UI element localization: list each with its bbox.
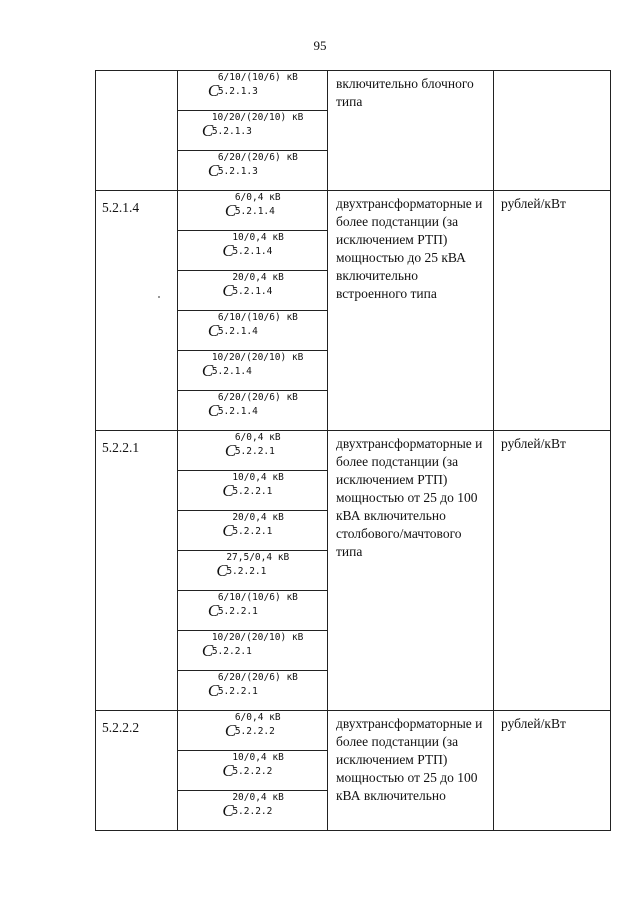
formula-symbol: C — [222, 521, 234, 540]
formula-index: 5.2.1.4 — [217, 326, 258, 337]
table-row — [96, 191, 611, 231]
row-code: 5.2.2.1 — [96, 431, 178, 711]
formula-symbol: C — [207, 681, 220, 700]
formula-voltage: 20/0,4 кВ — [232, 512, 284, 523]
table-row — [96, 711, 611, 751]
formula-voltage: 10/0,4 кВ — [232, 472, 284, 483]
formula-index: 5.2.1.3 — [211, 126, 252, 137]
formula-voltage: 6/20/(20/6) кВ — [217, 672, 298, 683]
row-description: двухтрансформаторные и более подстанции (за исключением РТП) мощностью до 25 кВА включительно встроенного типа — [328, 191, 494, 431]
formula-voltage: 6/10/(10/6) кВ — [217, 312, 298, 323]
table-row — [96, 431, 611, 471]
formula-index: 5.2.1.3 — [217, 166, 258, 177]
formula-cell — [178, 791, 328, 831]
formula-voltage: 10/20/(20/10) кВ — [211, 112, 304, 123]
formula-voltage: 20/0,4 кВ — [232, 792, 284, 803]
formula-symbol: C — [222, 801, 234, 820]
row-description: двухтрансформаторные и более подстанции (за исключением РТП) мощностью от 25 до 100 кВА включительно — [328, 711, 494, 831]
formula-symbol: C — [224, 441, 237, 460]
row-code: 5.2.2.2 — [96, 711, 178, 831]
formula-symbol: C — [222, 481, 234, 500]
formula-symbol: C — [224, 721, 237, 740]
table-body — [96, 71, 611, 831]
formula-voltage: 6/0,4 кВ — [234, 432, 281, 443]
formula-index: 5.2.2.1 — [226, 566, 267, 577]
formula-voltage: 6/20/(20/6) кВ — [217, 152, 298, 163]
formula-voltage: 6/20/(20/6) кВ — [217, 392, 298, 403]
table-row — [96, 71, 611, 111]
formula-symbol: C — [201, 641, 214, 660]
formula-index: 5.2.2.1 — [211, 646, 252, 657]
formula-symbol: C — [201, 361, 214, 380]
formula-index: 5.2.1.4 — [211, 366, 252, 377]
formula-index: 5.2.2.1 — [217, 606, 258, 617]
formula-symbol: C — [207, 401, 220, 420]
tariff-table — [95, 70, 611, 831]
formula-index: 5.2.1.4 — [217, 406, 258, 417]
formula-voltage: 10/20/(20/10) кВ — [211, 632, 304, 643]
formula-index: 5.2.2.1 — [217, 686, 258, 697]
formula-voltage: 6/10/(10/6) кВ — [217, 72, 298, 83]
formula-symbol: C — [207, 161, 220, 180]
formula-voltage: 6/10/(10/6) кВ — [217, 592, 298, 603]
formula-symbol: C — [201, 121, 214, 140]
formula-symbol: C — [224, 201, 237, 220]
formula-index: 5.2.2.2 — [232, 766, 273, 777]
formula-voltage: 6/0,4 кВ — [234, 712, 281, 723]
formula-voltage: 27,5/0,4 кВ — [226, 552, 290, 563]
formula-index: 5.2.2.1 — [232, 526, 273, 537]
row-unit: рублей/кВт — [494, 711, 611, 831]
formula-index: 5.2.1.4 — [232, 286, 273, 297]
formula-symbol: C — [222, 241, 234, 260]
formula-index: 5.2.2.1 — [232, 486, 273, 497]
formula-index: 5.2.1.4 — [232, 246, 273, 257]
formula-symbol: C — [216, 561, 228, 580]
formula-voltage: 10/20/(20/10) кВ — [211, 352, 304, 363]
formula-index: 5.2.2.1 — [234, 446, 275, 457]
formula-voltage: 10/0,4 кВ — [232, 752, 284, 763]
page-number: 95 — [313, 38, 327, 53]
formula-symbol: C — [222, 761, 234, 780]
formula-symbol: C — [207, 321, 220, 340]
formula-index: 5.2.1.4 — [234, 206, 275, 217]
formula-index: 5.2.2.2 — [232, 806, 273, 817]
formula-symbol: C — [207, 81, 220, 100]
formula-index: 5.2.2.2 — [234, 726, 275, 737]
formula-voltage: 20/0,4 кВ — [232, 272, 284, 283]
row-description: включительно блочного типа — [328, 71, 494, 191]
row-unit — [494, 71, 611, 191]
formula-voltage: 6/0,4 кВ — [234, 192, 281, 203]
rate-formula — [220, 791, 284, 830]
formula-voltage: 10/0,4 кВ — [232, 232, 284, 243]
row-unit: рублей/кВт — [494, 191, 611, 431]
formula-symbol: C — [222, 281, 234, 300]
scan-dot — [158, 296, 160, 298]
row-description: двухтрансформаторные и более подстанции (за исключением РТП) мощностью от 25 до 100 кВА включительно столбового/мачтового типа — [328, 431, 494, 711]
row-unit: рублей/кВт — [494, 431, 611, 711]
row-code — [96, 71, 178, 191]
formula-index: 5.2.1.3 — [217, 86, 258, 97]
row-code: 5.2.1.4 — [96, 191, 178, 431]
formula-symbol: C — [207, 601, 220, 620]
